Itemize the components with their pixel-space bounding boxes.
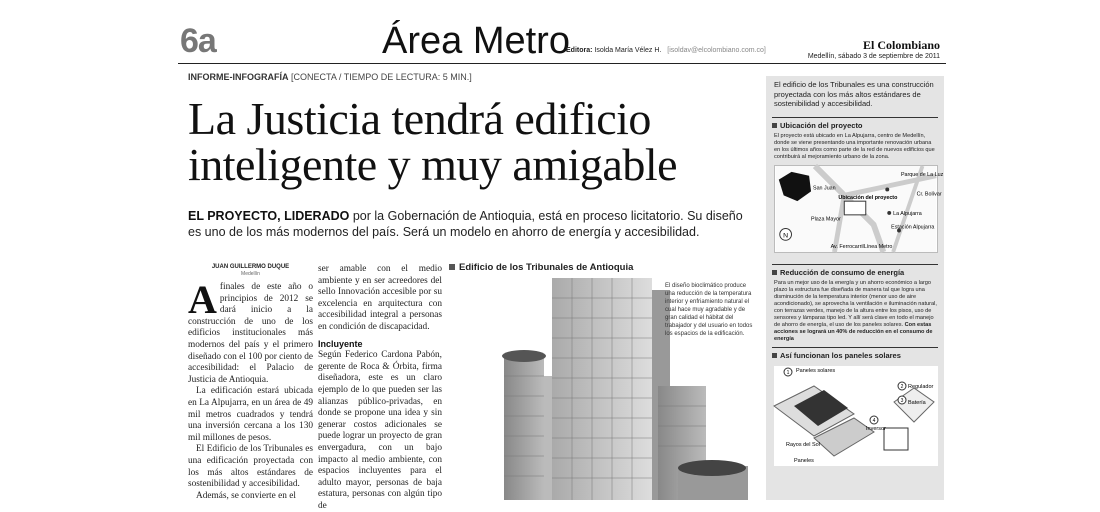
map-label: San Juan [813,184,836,191]
step-number: 4 [872,417,876,424]
article-paragraph: ser amable con el medio ambiente y en ser acreedores del sello Innovación accesible por su excelencia en arquitectura con accesibilidad integral a personas en condición de discapacidad. [318,264,442,332]
sidebar-heading: Ubicación del proyecto [772,117,938,130]
diagram-label: Batería [908,399,926,406]
step-number: 3 [900,397,904,404]
diagram-label: Inversor [866,425,886,432]
editor-credit [566,47,766,54]
article-column-1 [188,277,313,502]
article-paragraph: Según Federico Cardona Pabón, gerente de Roca & Órbita, firma diseñadora, este es un claro ejemplo de lo que pueden ser las alianzas público-privadas, en donde se propone una idea y sin generar costos adicionales se puede lograr un proyecto de gran envergadura, con un bajo impacto al medio ambiente, con espacios incluyentes para el adulto mayor, personas de baja estatura, personas con algún tipo de [318,350,442,511]
north-icon: N [783,231,789,239]
solar-panel-diagram [774,366,938,466]
location-map [774,165,944,253]
infographic-title: Edificio de los Tribunales de Antioquia [449,262,633,273]
step-number: 2 [900,383,904,390]
diagram-label: Paneles solares [796,367,836,374]
diagram-label: Regulador [908,383,934,390]
deck [188,208,758,240]
map-label: Av. Ferrocarril [830,243,864,250]
sidebar-bold-text: Con estas acciones se logrará un 40% de reducción en el consumo de energía [774,321,933,342]
article-paragraph: Además, se convierte en el [196,490,296,501]
article-paragraph: La edificación estará ubicada en La Alpujarra, en un área de 49 mil metros cuadrados y tendrá una inversión cercana a los 130 mil millones de pesos. [188,386,313,443]
map-label: Estación Alpujarra [891,224,935,231]
page-header [178,14,946,64]
square-bullet-icon [772,123,777,128]
section-title: Área Metro [382,20,570,62]
square-bullet-icon [772,270,777,275]
square-bullet-icon [772,353,777,358]
infographic-note: El diseño bioclimático produce una reducción de la temperatura interior y enfriamiento natural el cual hace muy agradable y de gran calidad el hábitat del trabajador y del usuario en todos los espacios de la edificación. [665,283,753,337]
deck-lead: EL PROYECTO, LIDERADO [188,209,350,223]
article-column-2 [318,264,442,512]
newspaper-logo: El Colombiano [862,38,940,52]
map-label: Línea Metro [863,243,893,250]
square-bullet-icon [449,264,455,270]
diagram-label: Paneles [794,457,814,464]
headline-line-1: La Justicia tendrá edificio [188,93,651,144]
byline [188,264,313,277]
kicker-label: INFORME-INFOGRAFÍA [188,72,289,82]
byline-city: Medellín [241,271,260,277]
map-label: La Alpujarra [893,210,922,217]
kicker [188,72,472,82]
sidebar-text: El proyecto está ubicado en La Alpujarra, centro de Medellín, donde se viene presentando una importante renovación urbana en los últimos años como parte de la red de nuevos edificios que contribuirá al mejoramiento urbano de la zona. [774,132,935,160]
headline-line-2: inteligente y muy amigable [188,139,678,190]
editor-email: [isoldav@elcolombiano.com.co] [667,47,766,54]
article-paragraph: Afinales de este año o principios de 2012 se dará inicio a la construcción de uno de los edificios institucionales más modernos del país y el primero diseñado con el 100 por ciento de accesibilidad: el Palacio de Justicia de Antioquia. [188,277,313,385]
headline [188,93,763,190]
deck-text: por la Gobernación de Antioquia, está en proceso licitatorio. Su diseño es uno de los más modernos del país. Será un modelo en ahorro de energía y accesibilidad. [188,209,743,239]
sidebar-heading: Así funcionan los paneles solares [772,347,938,360]
page-number: 6a [180,22,216,60]
subheading: Incluyente [318,338,363,349]
diagram-label: Rayos del Sol [786,441,820,448]
map-label: Cr. Bolívar [916,190,942,197]
dateline: Medellín, sábado 3 de septiembre de 2011 [807,53,940,60]
map-label: Ubicación del proyecto [838,194,898,201]
sidebar-heading: Reducción de consumo de energía [772,264,938,277]
step-number: 1 [786,369,790,376]
editor-label: Editora: [566,47,593,54]
map-label: Parque de La Luz [900,171,944,178]
dropcap: A [188,277,217,322]
article-paragraph: El Edificio de los Tribunales es una edificación proyectada con los más altos estándares de sostenibilidad y accesibilidad. [188,444,313,490]
kicker-meta: [CONECTA / TIEMPO DE LECTURA: 5 MIN.] [291,72,472,82]
newspaper-page [178,0,946,511]
map-label: Plaza Mayor [811,216,841,223]
sidebar-text: Para un mejor uso de la energía y un ahorro económico a largo plazo la estructura fue diseñada de manera tal que logra una disminución de la temperatura interior (menor uso de aire acondicionado), se aprovecha la ventilación e iluminación natural, con terrazas verdes, manejo de la altura entre los pisos, uso de sensores y lámparas tipo led. Y allí será clave en todo el manejo de ahorro de energía, el uso de los paneles solares. Con estas acciones se logrará un 40% de reducción en el consumo de energía [774,279,937,342]
editor-name: Isolda María Vélez H. [594,47,662,54]
sidebar [766,76,944,500]
byline-author: JUAN GUILLERMO DUQUE [211,264,290,270]
sidebar-intro: El edificio de los Tribunales es una construcción proyectada con los más altos estándares de sostenibilidad y accesibilidad. [774,80,934,108]
